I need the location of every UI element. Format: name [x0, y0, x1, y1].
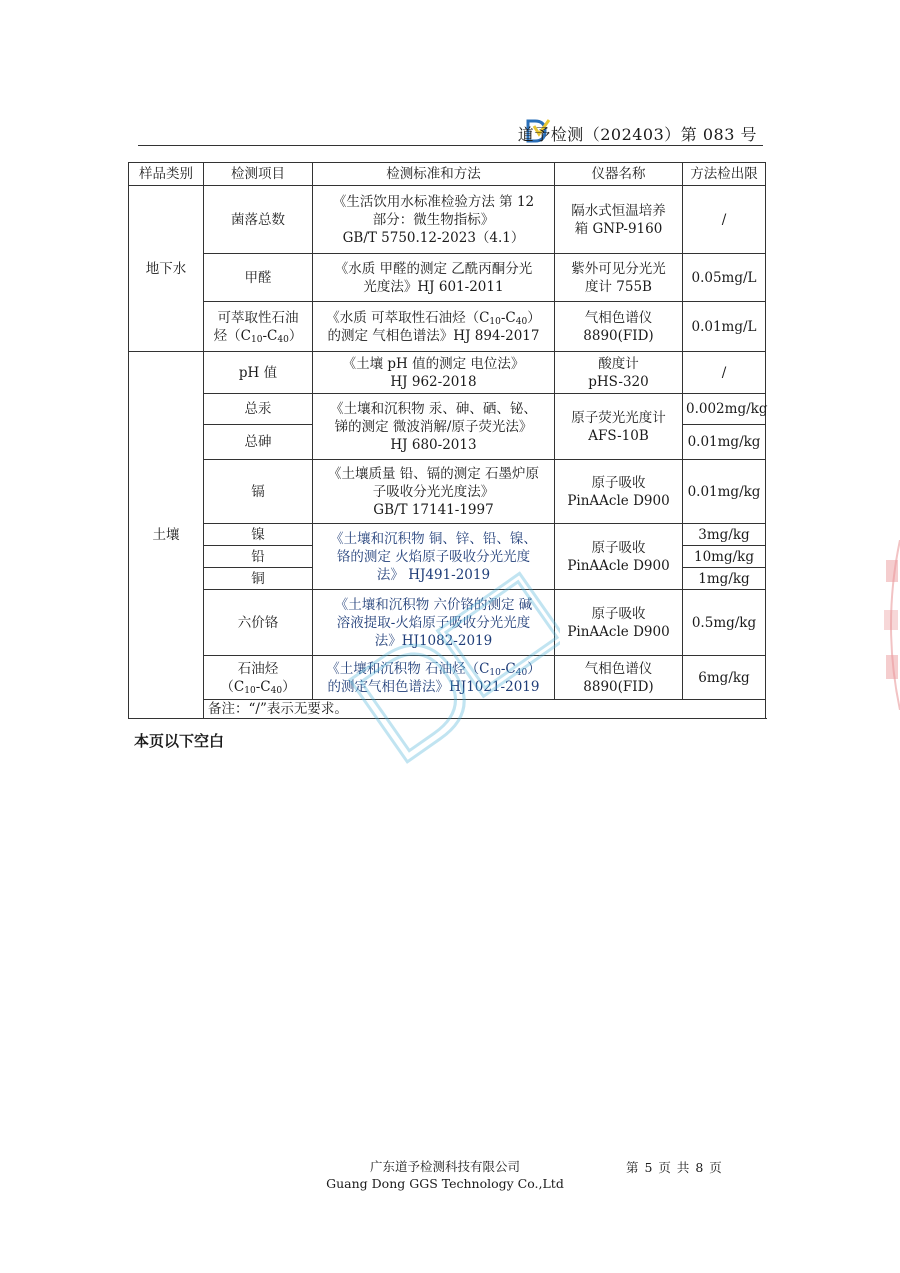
method-cell: 《土壤和沉积物 石油烃$(C_{10}-C_{40})$ 的测定气相色谱法》HJ1021-2019: [313, 656, 555, 700]
test-item: 甲醛: [204, 254, 313, 302]
limit-cell: 0.01mg/kg: [683, 425, 766, 460]
method-cell: 《土壤和沉积物 六价铬的测定 碱 溶液提取-火焰原子吸收分光光度 法》HJ1082-2019: [313, 590, 555, 656]
limit-cell: 0.5mg/kg: [683, 590, 766, 656]
instrument-cell: 气相色谱仪 8890(FID): [555, 302, 683, 352]
instrument-cell: 酸度计 pHS-320: [555, 352, 683, 394]
limit-cell: 0.01mg/L: [683, 302, 766, 352]
table-row: [129, 460, 766, 524]
limit-cell: 0.01mg/kg: [683, 460, 766, 524]
method-cell: 《水质 可萃取性石油烃$(C_{10}-C_{40})$ 的测定 气相色谱法》HJ 894-2017: [313, 302, 555, 352]
col-detection-limit: 方法检出限: [683, 163, 766, 186]
test-item: 可萃取性石油 烃$(C_{10}-C_{40})$: [204, 302, 313, 352]
limit-cell: 0.05mg/L: [683, 254, 766, 302]
test-item: 镉: [204, 460, 313, 524]
method-cell: 《土壤和沉积物 铜、锌、铅、镍、 铬的测定 火焰原子吸收分光光度 法》 HJ491-2019: [313, 524, 555, 590]
instrument-cell: 原子吸收 PinAAcle D900: [555, 524, 683, 590]
test-item: 总砷: [204, 425, 313, 460]
test-item: pH 值: [204, 352, 313, 394]
watermark-logo-icon: [330, 520, 560, 780]
limit-cell: 10mg/kg: [683, 546, 766, 568]
test-item: 铅: [204, 546, 313, 568]
header-rule: [138, 145, 763, 146]
col-test-item: 检测项目: [204, 163, 313, 186]
category-groundwater: 地下水: [129, 186, 204, 352]
table-row: [129, 254, 766, 302]
table-row: [129, 352, 766, 394]
instrument-cell: 气相色谱仪 8890(FID): [555, 656, 683, 700]
method-cell: 《水质 甲醛的测定 乙酰丙酮分光 光度法》HJ 601-2011: [313, 254, 555, 302]
report-header: [138, 118, 763, 148]
limit-cell: 6mg/kg: [683, 656, 766, 700]
method-cell: 《土壤质量 铅、镉的测定 石墨炉原 子吸收分光光度法》 GB/T 17141-1997: [313, 460, 555, 524]
test-item: 总汞: [204, 394, 313, 425]
company-name-en: Guang Dong GGS Technology Co.,Ltd: [326, 1176, 564, 1191]
instrument-cell: 原子吸收 PinAAcle D900: [555, 460, 683, 524]
company-name-cn: 广东道予检测科技有限公司: [369, 1159, 520, 1174]
test-item: 菌落总数: [204, 186, 313, 254]
test-item: 镍: [204, 524, 313, 546]
method-cell: 《土壤 pH 值的测定 电位法》 HJ 962-2018: [313, 352, 555, 394]
col-sample-type: 样品类别: [129, 163, 204, 186]
limit-cell: /: [683, 352, 766, 394]
report-number: 道予检测（202403）第 083 号: [517, 125, 757, 144]
table-row: [129, 186, 766, 254]
col-method: 检测标准和方法: [313, 163, 555, 186]
limit-cell: /: [683, 186, 766, 254]
instrument-cell: 原子吸收 PinAAcle D900: [555, 590, 683, 656]
limit-cell: 1mg/kg: [683, 568, 766, 590]
category-soil: 土壤: [129, 352, 204, 719]
footer-company: [317, 1158, 573, 1192]
table-row: [129, 302, 766, 352]
instrument-cell: 隔水式恒温培养 箱 GNP-9160: [555, 186, 683, 254]
test-item: 石油烃 $(C_{10}-C_{40})$: [204, 656, 313, 700]
method-cell: 《土壤和沉积物 汞、砷、硒、铋、 锑的测定 微波消解/原子荧光法》 HJ 680-2013: [313, 394, 555, 460]
page-number: 第 5 页 共 8 页: [626, 1160, 723, 1175]
method-cell: 《生活饮用水标准检验方法 第 12 部分：微生物指标》 GB/T 5750.12-2023（4.1）: [313, 186, 555, 254]
test-item: 六价铬: [204, 590, 313, 656]
table-row: [129, 394, 766, 425]
table-note: 备注：“/”表示无要求。: [204, 700, 766, 719]
seal-stamp-edge-icon: [878, 540, 900, 710]
table-header-row: [129, 163, 766, 186]
test-item: 铜: [204, 568, 313, 590]
instrument-cell: 紫外可见分光光 度计 755B: [555, 254, 683, 302]
instrument-cell: 原子荧光光度计 AFS-10B: [555, 394, 683, 460]
col-instrument: 仪器名称: [555, 163, 683, 186]
blank-page-notice: 本页以下空白: [134, 732, 225, 750]
limit-cell: 3mg/kg: [683, 524, 766, 546]
limit-cell: 0.002mg/kg: [683, 394, 766, 425]
